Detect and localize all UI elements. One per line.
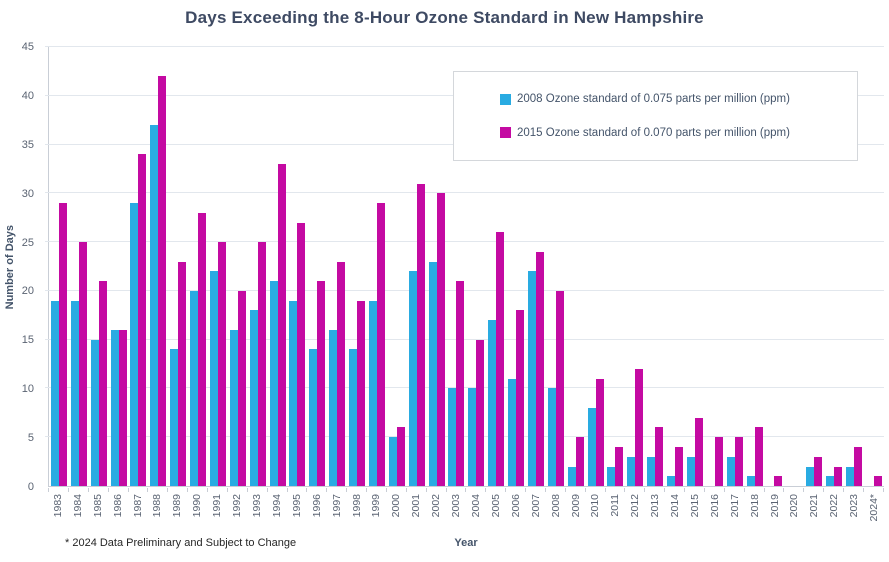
x-tick-label-slot: [844, 494, 864, 534]
x-tick-mark: [466, 488, 486, 492]
bar-series0-2015: [687, 457, 695, 486]
bar-series1-2013: [655, 427, 663, 486]
bar-series0-2014: [667, 476, 675, 486]
chart-title: Days Exceeding the 8-Hour Ozone Standard in New Hampshire: [185, 8, 704, 27]
x-tick-mark: [367, 488, 387, 492]
x-tick-label-1983: 1983: [51, 494, 64, 518]
bar-series0-1992: [230, 330, 238, 486]
x-tick-mark: [109, 488, 129, 492]
bar-series0-2008: [548, 388, 556, 486]
bar-series0-2017: [727, 457, 735, 486]
bar-series0-1989: [170, 349, 178, 486]
bar-series1-1985: [99, 281, 107, 486]
legend-swatch-2008-standard: [500, 94, 511, 105]
x-tick-label-2011: 2011: [609, 494, 622, 517]
x-tick-mark: [288, 488, 308, 492]
bar-series0-1983: [51, 301, 59, 486]
x-tick-label-slot: [227, 494, 247, 534]
bar-series1-2017: [735, 437, 743, 486]
bar-series1-2022: [834, 467, 842, 487]
x-tick-mark: [586, 488, 606, 492]
bar-series1-1991: [218, 242, 226, 486]
bar-series0-2003: [448, 388, 456, 486]
x-tick-label-slot: [625, 494, 645, 534]
bar-series0-2001: [409, 271, 417, 486]
bar-series1-1994: [278, 164, 286, 486]
bar-series1-1997: [337, 262, 345, 486]
bar-series1-1983: [59, 203, 67, 486]
x-tick-mark: [447, 488, 467, 492]
bar-series1-2007: [536, 252, 544, 486]
bar-series0-2005: [488, 320, 496, 486]
bar-group-1999: [367, 47, 387, 486]
x-tick-label-2001: 2001: [410, 494, 423, 518]
footnote: * 2024 Data Preliminary and Subject to Change: [65, 537, 297, 549]
bar-series0-1998: [349, 349, 357, 486]
x-tick-label-slot: [386, 494, 406, 534]
y-tick-label-40: 40: [21, 89, 34, 102]
bar-group-1990: [188, 47, 208, 486]
bar-series0-1986: [111, 330, 119, 486]
x-tick-mark: [765, 488, 785, 492]
bar-group-2001: [407, 47, 427, 486]
x-tick-label-slot: [327, 494, 347, 534]
bar-series0-1984: [71, 301, 79, 486]
bar-series1-2016: [715, 437, 723, 486]
bar-series0-2002: [429, 262, 437, 486]
x-tick-label-slot: [167, 494, 187, 534]
y-tick-label-45: 45: [21, 41, 34, 53]
x-tick-label-2003: 2003: [450, 494, 463, 518]
x-tick-mark: [208, 488, 228, 492]
bar-series0-1991: [210, 271, 218, 486]
x-tick-label-slot: [785, 494, 805, 534]
x-tick-label-2002: 2002: [430, 494, 443, 518]
x-tick-label-2020: 2020: [788, 494, 801, 518]
x-axis-title: Year: [454, 537, 478, 549]
bar-group-1989: [168, 47, 188, 486]
x-tick-label-2021: 2021: [808, 494, 821, 518]
x-tick-label-slot: [506, 494, 526, 534]
legend-label-2008-standard: 2008 Ozone standard of 0.075 parts per million (ppm): [517, 93, 790, 106]
x-tick-label-2012: 2012: [629, 494, 642, 518]
x-tick-label-slot: [426, 494, 446, 534]
bar-group-2024*: [864, 47, 884, 486]
bar-series1-2002: [437, 193, 445, 486]
y-tick-label-5: 5: [27, 432, 34, 445]
x-tick-labels: [48, 494, 884, 534]
bar-series1-2021: [814, 457, 822, 486]
x-tick-label-slot: [705, 494, 725, 534]
x-tick-label-1984: 1984: [71, 494, 84, 518]
bar-group-1991: [208, 47, 228, 486]
bar-series0-2018: [747, 476, 755, 486]
x-tick-mark: [804, 488, 824, 492]
bar-series1-2005: [496, 232, 504, 486]
bar-series0-1985: [91, 340, 99, 486]
x-tick-label-2005: 2005: [489, 494, 502, 518]
x-tick-label-2014: 2014: [669, 494, 682, 518]
bar-series0-1993: [250, 310, 258, 486]
x-tick-mark: [625, 488, 645, 492]
bar-series0-2022: [826, 476, 834, 486]
bar-series0-2011: [607, 467, 615, 487]
bar-series1-1993: [258, 242, 266, 486]
bar-series1-2014: [675, 447, 683, 486]
bar-group-1987: [129, 47, 149, 486]
legend-entry-2015-standard: [500, 127, 857, 139]
bar-group-1988: [148, 47, 168, 486]
x-tick-label-2016: 2016: [708, 494, 721, 518]
bar-series1-1999: [377, 203, 385, 486]
x-tick-mark: [526, 488, 546, 492]
legend: [453, 71, 858, 161]
x-tick-label-1992: 1992: [231, 494, 244, 518]
bar-series0-2023: [846, 467, 854, 487]
x-tick-mark: [148, 488, 168, 492]
x-tick-label-1996: 1996: [310, 494, 323, 518]
x-tick-label-2023: 2023: [848, 494, 861, 518]
x-tick-label-1990: 1990: [191, 494, 204, 518]
x-tick-label-slot: [585, 494, 605, 534]
y-tick-label-10: 10: [21, 383, 34, 396]
x-tick-label-slot: [347, 494, 367, 534]
x-tick-mark: [844, 488, 864, 492]
x-tick-label-slot: [526, 494, 546, 534]
bar-series1-2008: [556, 291, 564, 486]
x-tick-label-1991: 1991: [211, 494, 224, 518]
x-tick-label-2022: 2022: [828, 494, 841, 518]
x-tick-label-slot: [546, 494, 566, 534]
bar-series0-2013: [647, 457, 655, 486]
bar-series1-2018: [755, 427, 763, 486]
x-tick-label-slot: [824, 494, 844, 534]
bar-series1-2003: [456, 281, 464, 486]
x-tick-mark: [546, 488, 566, 492]
bar-group-1998: [347, 47, 367, 486]
x-tick-mark: [506, 488, 526, 492]
x-tick-label-2007: 2007: [529, 494, 542, 518]
bar-series1-1998: [357, 301, 365, 486]
bar-series0-2006: [508, 379, 516, 486]
y-tick-label-30: 30: [21, 187, 34, 200]
x-tick-mark: [665, 488, 685, 492]
bar-series0-2004: [468, 388, 476, 486]
x-tick-label-slot: [665, 494, 685, 534]
bar-group-1994: [268, 47, 288, 486]
bar-series0-2021: [806, 467, 814, 487]
bar-series0-1987: [130, 203, 138, 486]
x-tick-mark: [387, 488, 407, 492]
legend-entry-2008-standard: [500, 93, 857, 105]
x-tick-mark: [129, 488, 149, 492]
x-tick-label-2018: 2018: [748, 494, 761, 518]
x-tick-mark: [347, 488, 367, 492]
bar-series0-1988: [150, 125, 158, 486]
x-tick-label-slot: [605, 494, 625, 534]
y-axis-title-text: Number of Days: [4, 224, 16, 310]
x-tick-label-1995: 1995: [290, 494, 303, 518]
bar-group-2002: [427, 47, 447, 486]
bar-series1-1992: [238, 291, 246, 486]
x-tick-label-2024*: 2024*: [868, 494, 881, 522]
x-tick-mark: [69, 488, 89, 492]
bar-group-1995: [288, 47, 308, 486]
x-tick-mark: [307, 488, 327, 492]
x-tick-label-slot: [68, 494, 88, 534]
x-tick-label-slot: [148, 494, 168, 534]
x-tick-label-slot: [685, 494, 705, 534]
x-tick-mark: [188, 488, 208, 492]
x-tick-mark: [784, 488, 804, 492]
x-tick-mark: [268, 488, 288, 492]
x-tick-mark: [705, 488, 725, 492]
x-tick-label-1997: 1997: [330, 494, 343, 518]
bar-series1-1988: [158, 76, 166, 486]
x-tick-label-1989: 1989: [171, 494, 184, 518]
x-tick-label-2000: 2000: [390, 494, 403, 518]
bar-series1-1989: [178, 262, 186, 486]
bar-group-1986: [109, 47, 129, 486]
x-tick-label-1987: 1987: [131, 494, 144, 518]
x-tick-mark: [49, 488, 69, 492]
bar-series0-1990: [190, 291, 198, 486]
bar-series0-2009: [568, 467, 576, 487]
x-tick-label-slot: [367, 494, 387, 534]
bar-series0-1994: [270, 281, 278, 486]
x-tick-label-2015: 2015: [688, 494, 701, 518]
x-tick-label-slot: [725, 494, 745, 534]
x-tick-label-slot: [108, 494, 128, 534]
x-tick-label-slot: [864, 494, 884, 534]
bar-series0-2012: [627, 457, 635, 486]
bar-series1-2010: [596, 379, 604, 486]
bar-series1-2012: [635, 369, 643, 486]
x-tick-mark: [407, 488, 427, 492]
bar-series1-1987: [138, 154, 146, 486]
bar-series1-2009: [576, 437, 584, 486]
bar-series1-2006: [516, 310, 524, 486]
bar-series1-1990: [198, 213, 206, 486]
x-tick-label-slot: [745, 494, 765, 534]
x-tick-mark: [685, 488, 705, 492]
x-tick-mark: [427, 488, 447, 492]
bar-series1-1995: [297, 223, 305, 486]
x-tick-label-slot: [307, 494, 327, 534]
x-tick-mark: [89, 488, 109, 492]
x-tick-label-2006: 2006: [509, 494, 522, 518]
x-tick-label-1985: 1985: [91, 494, 104, 518]
bar-series1-2000: [397, 427, 405, 486]
x-tick-label-1986: 1986: [111, 494, 124, 518]
x-tick-label-2013: 2013: [649, 494, 662, 518]
x-tick-label-slot: [187, 494, 207, 534]
bar-group-1992: [228, 47, 248, 486]
bar-group-1984: [69, 47, 89, 486]
x-tick-mark: [725, 488, 745, 492]
legend-label-2015-standard: 2015 Ozone standard of 0.070 parts per million (ppm): [517, 126, 790, 139]
x-tick-label-1988: 1988: [151, 494, 164, 518]
x-tick-mark: [824, 488, 844, 492]
x-tick-label-slot: [48, 494, 68, 534]
x-tick-label-1994: 1994: [270, 494, 283, 518]
x-tick-label-2008: 2008: [549, 494, 562, 518]
bar-series0-1996: [309, 349, 317, 486]
x-tick-label-slot: [765, 494, 785, 534]
x-tick-mark: [228, 488, 248, 492]
y-tick-label-25: 25: [21, 236, 34, 249]
x-tick-label-slot: [406, 494, 426, 534]
bar-series0-1995: [289, 301, 297, 486]
x-tick-mark: [645, 488, 665, 492]
x-tick-label-1998: 1998: [350, 494, 363, 518]
x-tick-mark: [327, 488, 347, 492]
x-tick-mark: [486, 488, 506, 492]
x-tick-label-slot: [645, 494, 665, 534]
y-tick-label-20: 20: [21, 285, 34, 298]
bar-series1-1986: [119, 330, 127, 486]
x-tick-label-1993: 1993: [251, 494, 264, 518]
bar-group-1997: [327, 47, 347, 486]
bar-series1-1984: [79, 242, 87, 486]
x-tick-label-slot: [247, 494, 267, 534]
x-tick-label-slot: [446, 494, 466, 534]
x-tick-label-slot: [128, 494, 148, 534]
x-tick-label-slot: [88, 494, 108, 534]
bar-series1-2019: [774, 476, 782, 486]
legend-swatch-2015-standard: [500, 127, 511, 138]
bar-series1-2004: [476, 340, 484, 486]
bar-series0-1997: [329, 330, 337, 486]
bar-series0-2000: [389, 437, 397, 486]
x-tick-mark: [566, 488, 586, 492]
y-tick-label-15: 15: [21, 334, 34, 347]
x-tick-label-2019: 2019: [768, 494, 781, 518]
x-tick-label-slot: [804, 494, 824, 534]
x-tick-mark: [248, 488, 268, 492]
y-tick-labels: [0, 41, 42, 493]
bar-series1-2015: [695, 418, 703, 486]
bar-series0-2007: [528, 271, 536, 486]
bar-series1-2001: [417, 184, 425, 486]
bar-series0-1999: [369, 301, 377, 486]
x-tick-label-1999: 1999: [370, 494, 383, 518]
x-tick-mark: [864, 488, 884, 492]
bar-series1-2023: [854, 447, 862, 486]
x-tick-mark: [745, 488, 765, 492]
x-tick-label-slot: [287, 494, 307, 534]
bar-group-2000: [387, 47, 407, 486]
bar-series1-2024*: [874, 476, 882, 486]
bar-series0-2010: [588, 408, 596, 486]
x-tick-label-2009: 2009: [569, 494, 582, 518]
x-tick-label-2017: 2017: [728, 494, 741, 518]
x-tick-label-slot: [466, 494, 486, 534]
x-tick-mark: [168, 488, 188, 492]
x-tick-label-slot: [486, 494, 506, 534]
bar-group-1993: [248, 47, 268, 486]
x-tick-mark: [606, 488, 626, 492]
x-tick-label-slot: [207, 494, 227, 534]
y-tick-label-0: 0: [27, 481, 34, 493]
y-tick-label-35: 35: [21, 138, 34, 151]
x-tick-label-slot: [267, 494, 287, 534]
x-tick-label-2010: 2010: [589, 494, 602, 518]
bar-group-1996: [307, 47, 327, 486]
x-tick-label-slot: [566, 494, 586, 534]
bar-group-1983: [49, 47, 69, 486]
x-tick-label-2004: 2004: [469, 494, 482, 518]
x-tick-marks: [48, 488, 884, 492]
bar-group-1985: [89, 47, 109, 486]
bar-series1-2011: [615, 447, 623, 486]
bar-series1-1996: [317, 281, 325, 486]
